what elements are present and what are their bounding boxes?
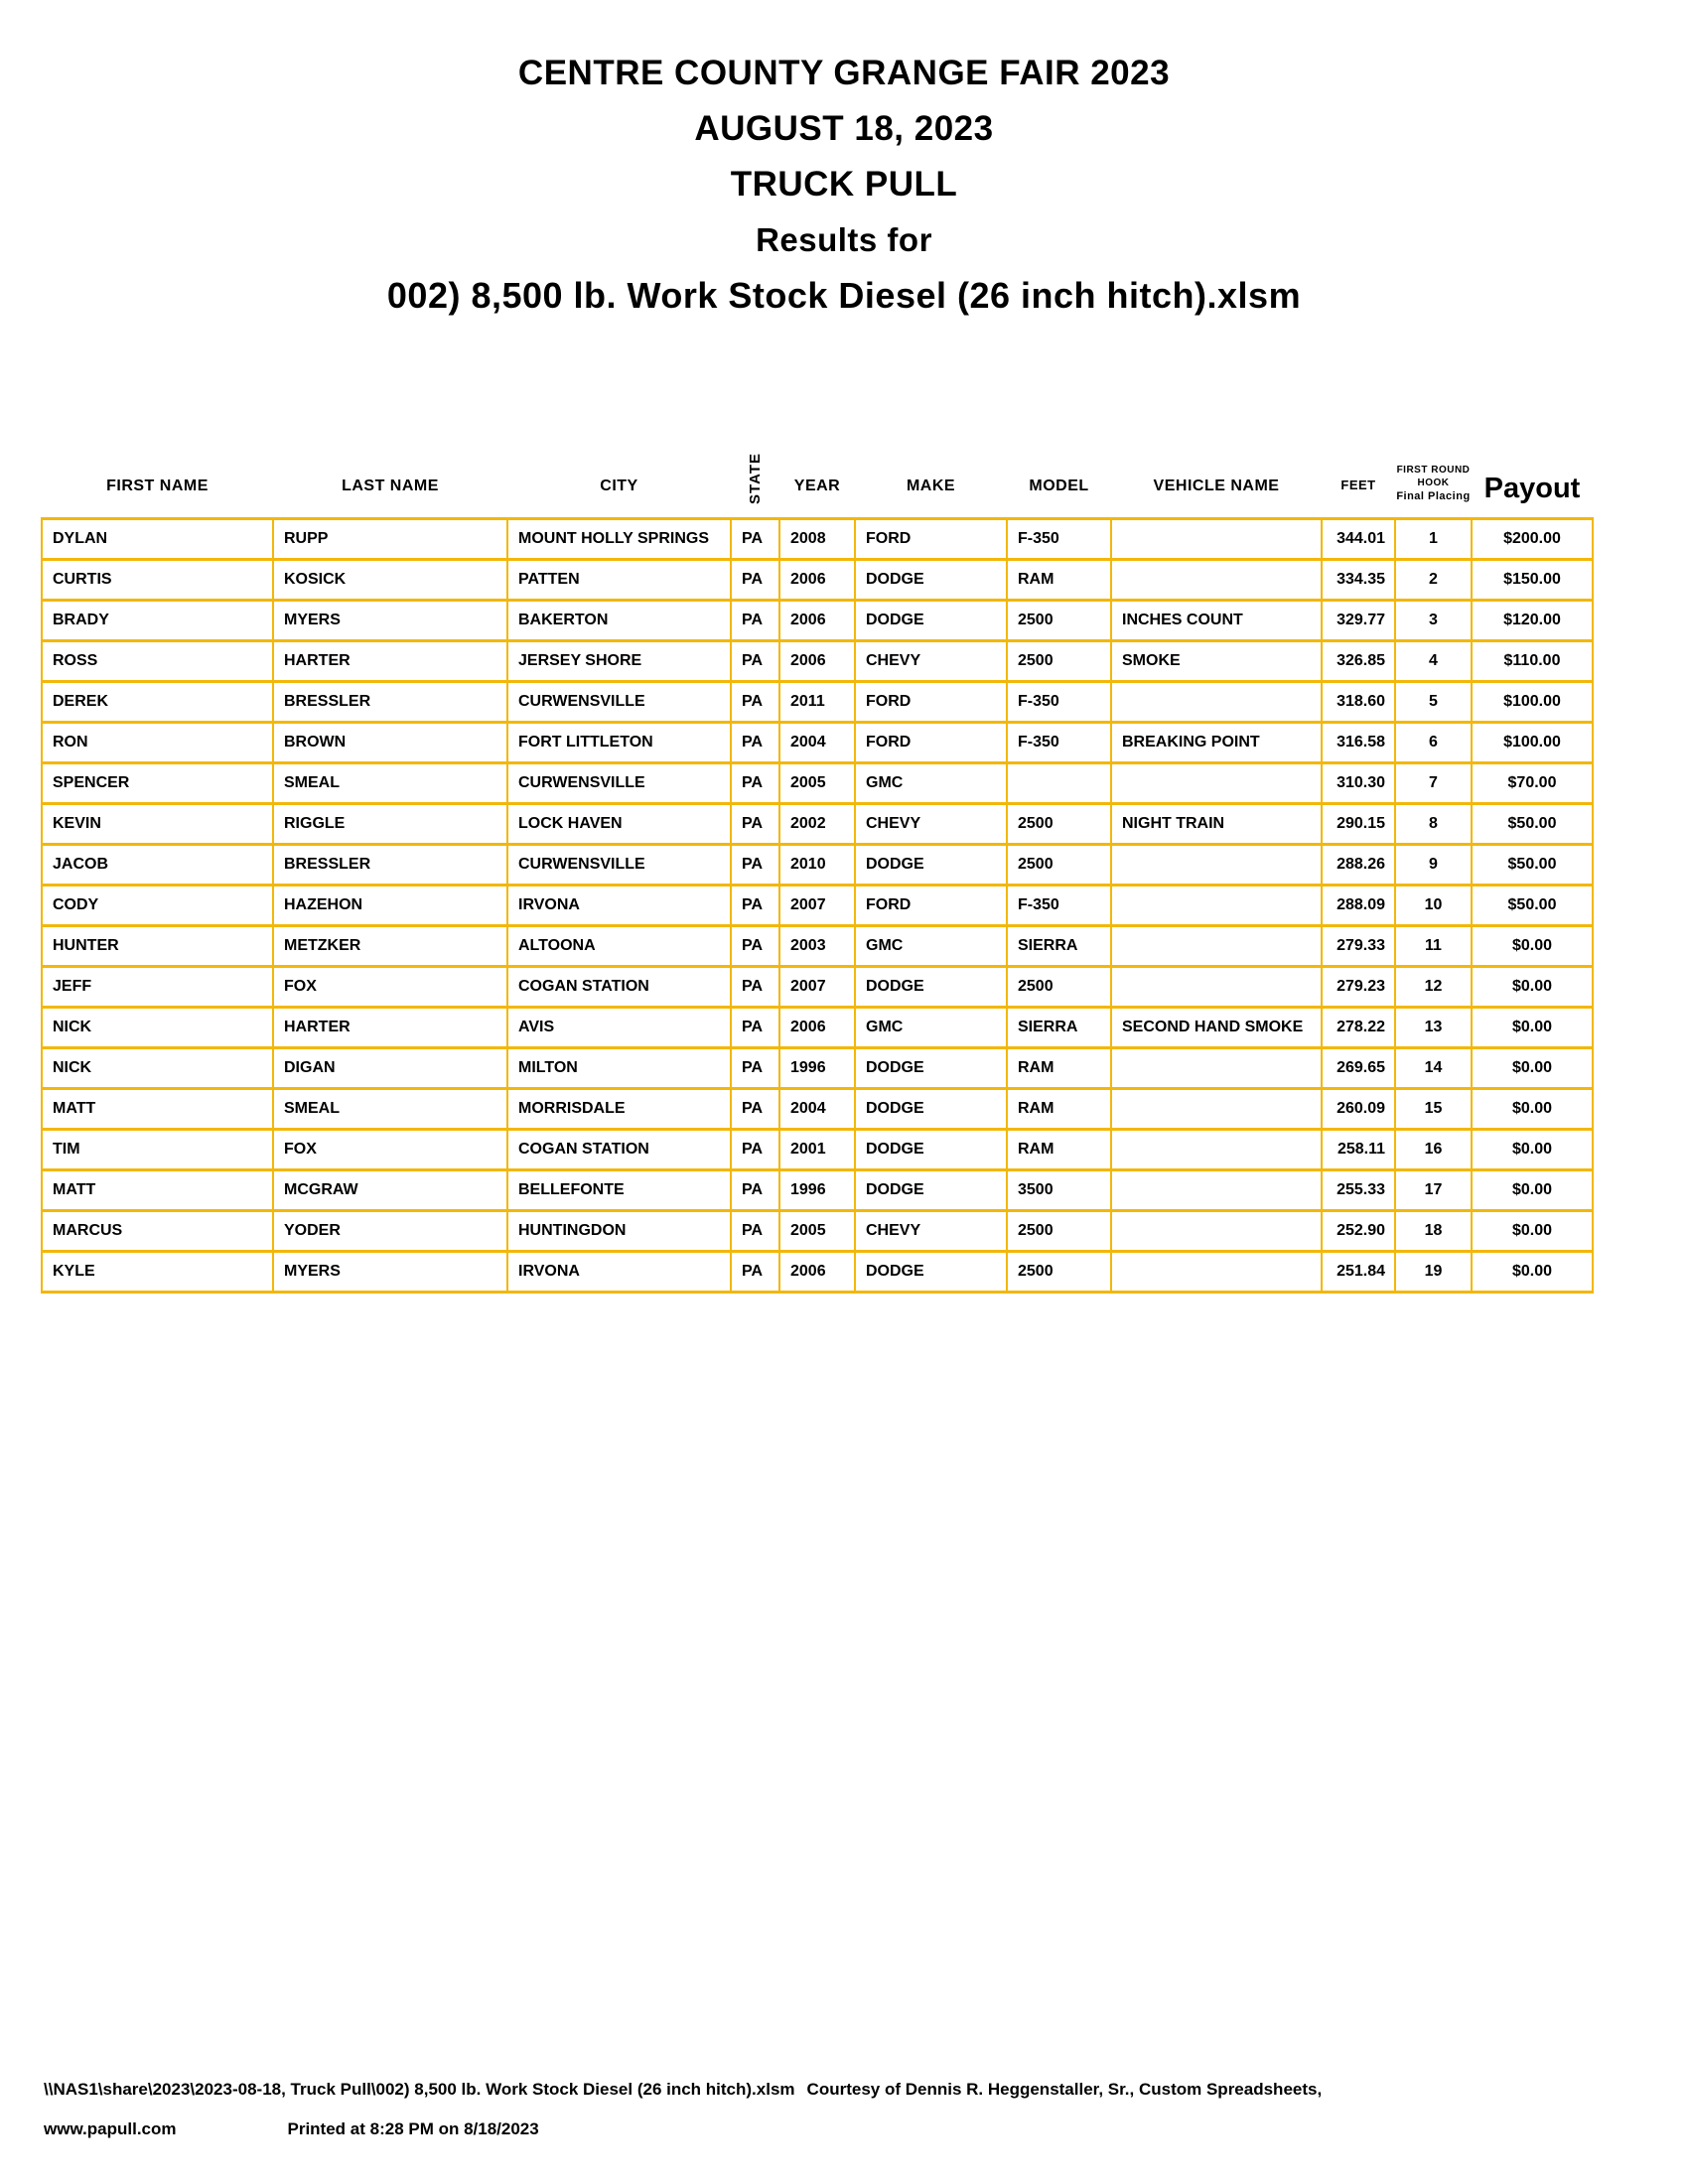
table-cell: DODGE: [855, 559, 1007, 600]
table-cell: PA: [731, 1088, 779, 1129]
table-cell: [1111, 559, 1322, 600]
table-row: [42, 559, 1593, 600]
table-cell: CHEVY: [855, 803, 1007, 844]
table-row: [42, 1251, 1593, 1292]
table-cell: 2001: [779, 1129, 855, 1169]
table-cell: DODGE: [855, 1088, 1007, 1129]
table-cell: YODER: [273, 1210, 507, 1251]
table-cell: 279.33: [1322, 925, 1395, 966]
table-cell: CURWENSVILLE: [507, 681, 731, 722]
table-row: [42, 762, 1593, 803]
table-cell: $0.00: [1472, 1088, 1593, 1129]
table-cell: 3500: [1007, 1169, 1111, 1210]
results-table-body: [42, 518, 1593, 1292]
footer-path-line: [44, 2077, 1652, 2102]
col-header-first-name: FIRST NAME: [106, 477, 209, 494]
table-cell: MYERS: [273, 1251, 507, 1292]
table-cell: 310.30: [1322, 762, 1395, 803]
table-cell: [1111, 844, 1322, 885]
table-cell: METZKER: [273, 925, 507, 966]
table-cell: [1111, 1088, 1322, 1129]
results-table-wrap: [41, 415, 1592, 1294]
table-cell: BAKERTON: [507, 600, 731, 640]
table-cell: 9: [1395, 844, 1472, 885]
table-cell: $0.00: [1472, 1047, 1593, 1088]
table-cell: 278.22: [1322, 1007, 1395, 1047]
table-cell: 11: [1395, 925, 1472, 966]
table-cell: 2006: [779, 1251, 855, 1292]
col-header-year: YEAR: [793, 477, 841, 494]
table-cell: DIGAN: [273, 1047, 507, 1088]
table-cell: BROWN: [273, 722, 507, 762]
table-row: [42, 600, 1593, 640]
table-cell: PA: [731, 559, 779, 600]
table-cell: $0.00: [1472, 1210, 1593, 1251]
table-cell: FOX: [273, 1129, 507, 1169]
footer-courtesy: Courtesy of Dennis R. Heggenstaller, Sr., Custom Spreadsheets,: [806, 2080, 1323, 2099]
table-cell: CURTIS: [42, 559, 273, 600]
table-cell: $120.00: [1472, 600, 1593, 640]
table-cell: DODGE: [855, 844, 1007, 885]
table-cell: JACOB: [42, 844, 273, 885]
table-row: [42, 925, 1593, 966]
table-cell: JERSEY SHORE: [507, 640, 731, 681]
table-cell: F-350: [1007, 885, 1111, 925]
table-cell: [1111, 925, 1322, 966]
table-cell: 19: [1395, 1251, 1472, 1292]
table-row: [42, 844, 1593, 885]
table-cell: 4: [1395, 640, 1472, 681]
table-cell: 290.15: [1322, 803, 1395, 844]
table-cell: RAM: [1007, 1088, 1111, 1129]
table-cell: $150.00: [1472, 559, 1593, 600]
table-cell: SECOND HAND SMOKE: [1111, 1007, 1322, 1047]
table-cell: RON: [42, 722, 273, 762]
table-cell: IRVONA: [507, 885, 731, 925]
table-cell: FORD: [855, 722, 1007, 762]
table-cell: SMOKE: [1111, 640, 1322, 681]
table-cell: PA: [731, 762, 779, 803]
table-cell: $100.00: [1472, 722, 1593, 762]
table-cell: NIGHT TRAIN: [1111, 803, 1322, 844]
table-cell: 2: [1395, 559, 1472, 600]
event-type: TRUCK PULL: [730, 165, 958, 204]
table-cell: DODGE: [855, 1251, 1007, 1292]
table-cell: 258.11: [1322, 1129, 1395, 1169]
col-header-vehicle-name: VEHICLE NAME: [1153, 477, 1280, 494]
table-cell: 251.84: [1322, 1251, 1395, 1292]
table-cell: FORD: [855, 518, 1007, 559]
table-cell: 2004: [779, 1088, 855, 1129]
table-cell: $70.00: [1472, 762, 1593, 803]
table-cell: [1111, 681, 1322, 722]
table-cell: [1111, 762, 1322, 803]
table-cell: 14: [1395, 1047, 1472, 1088]
table-cell: 2500: [1007, 844, 1111, 885]
table-cell: MOUNT HOLLY SPRINGS: [507, 518, 731, 559]
table-cell: CURWENSVILLE: [507, 844, 731, 885]
footer-file-path: \\NAS1\share\2023\2023-08-18, Truck Pull\002) 8,500 lb. Work Stock Diesel (26 inch hitch).xlsm: [44, 2080, 795, 2099]
table-cell: 1996: [779, 1047, 855, 1088]
table-cell: 2011: [779, 681, 855, 722]
table-cell: [1007, 762, 1111, 803]
table-row: [42, 1210, 1593, 1251]
table-cell: [1111, 1169, 1322, 1210]
table-cell: MARCUS: [42, 1210, 273, 1251]
table-cell: 326.85: [1322, 640, 1395, 681]
table-cell: 2005: [779, 762, 855, 803]
table-cell: 2500: [1007, 1251, 1111, 1292]
table-cell: PA: [731, 1251, 779, 1292]
table-cell: 288.26: [1322, 844, 1395, 885]
table-cell: BREAKING POINT: [1111, 722, 1322, 762]
footer-printed-line: [44, 2116, 1652, 2141]
hook-header-line3: Final Placing: [1396, 489, 1471, 502]
table-cell: PA: [731, 1169, 779, 1210]
table-row: [42, 1047, 1593, 1088]
table-row: [42, 966, 1593, 1007]
table-cell: 329.77: [1322, 600, 1395, 640]
table-row: [42, 803, 1593, 844]
table-cell: PA: [731, 640, 779, 681]
state-vertical-label: STATE: [747, 452, 764, 504]
hook-header-line2: HOOK: [1417, 477, 1450, 488]
table-cell: SIERRA: [1007, 925, 1111, 966]
table-row: [42, 681, 1593, 722]
table-cell: HAZEHON: [273, 885, 507, 925]
table-cell: MATT: [42, 1169, 273, 1210]
table-cell: PA: [731, 925, 779, 966]
table-cell: MATT: [42, 1088, 273, 1129]
results-for-label: Results for: [756, 221, 932, 258]
table-cell: 2006: [779, 600, 855, 640]
table-cell: DODGE: [855, 600, 1007, 640]
class-filename: 002) 8,500 lb. Work Stock Diesel (26 inch hitch).xlsm: [386, 275, 1302, 316]
table-cell: INCHES COUNT: [1111, 600, 1322, 640]
table-cell: $200.00: [1472, 518, 1593, 559]
table-cell: DODGE: [855, 966, 1007, 1007]
table-row: [42, 1007, 1593, 1047]
table-cell: GMC: [855, 925, 1007, 966]
table-cell: PA: [731, 1047, 779, 1088]
table-cell: BRADY: [42, 600, 273, 640]
table-cell: 12: [1395, 966, 1472, 1007]
table-cell: DODGE: [855, 1129, 1007, 1169]
table-cell: CHEVY: [855, 640, 1007, 681]
table-row: [42, 885, 1593, 925]
table-cell: AVIS: [507, 1007, 731, 1047]
table-cell: HUNTER: [42, 925, 273, 966]
table-row: [42, 1129, 1593, 1169]
footer-printed-timestamp: Printed at 8:28 PM on 8/18/2023: [287, 2119, 539, 2138]
table-cell: RIGGLE: [273, 803, 507, 844]
table-cell: GMC: [855, 762, 1007, 803]
table-cell: 7: [1395, 762, 1472, 803]
table-cell: FORD: [855, 885, 1007, 925]
table-cell: DEREK: [42, 681, 273, 722]
event-title: CENTRE COUNTY GRANGE FAIR 2023: [517, 54, 1171, 92]
table-cell: HUNTINGDON: [507, 1210, 731, 1251]
table-cell: 288.09: [1322, 885, 1395, 925]
table-cell: SMEAL: [273, 1088, 507, 1129]
footer-website: www.papull.com: [44, 2119, 177, 2138]
table-cell: NICK: [42, 1007, 273, 1047]
table-cell: 5: [1395, 681, 1472, 722]
col-header-payout: Payout: [1483, 472, 1581, 504]
table-cell: PA: [731, 722, 779, 762]
table-cell: [1111, 885, 1322, 925]
table-cell: COGAN STATION: [507, 1129, 731, 1169]
col-header-make: MAKE: [906, 477, 956, 494]
table-cell: 13: [1395, 1007, 1472, 1047]
table-cell: SMEAL: [273, 762, 507, 803]
table-cell: 318.60: [1322, 681, 1395, 722]
table-cell: F-350: [1007, 722, 1111, 762]
table-cell: 344.01: [1322, 518, 1395, 559]
table-cell: 6: [1395, 722, 1472, 762]
table-cell: F-350: [1007, 681, 1111, 722]
table-cell: GMC: [855, 1007, 1007, 1047]
table-cell: PA: [731, 518, 779, 559]
table-cell: 269.65: [1322, 1047, 1395, 1088]
table-cell: F-350: [1007, 518, 1111, 559]
col-header-city: CITY: [600, 477, 638, 494]
table-cell: 1: [1395, 518, 1472, 559]
table-cell: PA: [731, 1210, 779, 1251]
table-cell: 255.33: [1322, 1169, 1395, 1210]
table-cell: [1111, 1047, 1322, 1088]
table-cell: $50.00: [1472, 844, 1593, 885]
table-cell: SPENCER: [42, 762, 273, 803]
table-cell: 260.09: [1322, 1088, 1395, 1129]
table-cell: $0.00: [1472, 1169, 1593, 1210]
table-cell: 2006: [779, 559, 855, 600]
table-cell: DYLAN: [42, 518, 273, 559]
table-cell: RAM: [1007, 1047, 1111, 1088]
table-cell: $100.00: [1472, 681, 1593, 722]
results-table: [41, 415, 1594, 1294]
document-footer: [44, 2077, 1652, 2141]
table-cell: TIM: [42, 1129, 273, 1169]
table-cell: 252.90: [1322, 1210, 1395, 1251]
table-cell: 334.35: [1322, 559, 1395, 600]
table-cell: JEFF: [42, 966, 273, 1007]
table-cell: 279.23: [1322, 966, 1395, 1007]
table-cell: RUPP: [273, 518, 507, 559]
table-cell: 2005: [779, 1210, 855, 1251]
table-cell: [1111, 1251, 1322, 1292]
table-cell: KOSICK: [273, 559, 507, 600]
table-cell: ROSS: [42, 640, 273, 681]
table-cell: 2004: [779, 722, 855, 762]
table-cell: SIERRA: [1007, 1007, 1111, 1047]
table-cell: $0.00: [1472, 966, 1593, 1007]
document-header: [0, 46, 1688, 324]
table-cell: 2003: [779, 925, 855, 966]
table-cell: LOCK HAVEN: [507, 803, 731, 844]
table-row: [42, 722, 1593, 762]
table-cell: 17: [1395, 1169, 1472, 1210]
table-cell: COGAN STATION: [507, 966, 731, 1007]
table-cell: [1111, 518, 1322, 559]
table-cell: MYERS: [273, 600, 507, 640]
table-cell: MILTON: [507, 1047, 731, 1088]
table-cell: $0.00: [1472, 1129, 1593, 1169]
hook-header-line1: FIRST ROUND: [1396, 464, 1471, 476]
table-cell: 2006: [779, 1007, 855, 1047]
table-row: [42, 1169, 1593, 1210]
table-cell: $0.00: [1472, 925, 1593, 966]
table-row: [42, 1088, 1593, 1129]
table-cell: PA: [731, 803, 779, 844]
table-cell: PA: [731, 1007, 779, 1047]
table-cell: CODY: [42, 885, 273, 925]
col-header-model: MODEL: [1029, 477, 1089, 494]
table-cell: CURWENSVILLE: [507, 762, 731, 803]
table-cell: 2500: [1007, 1210, 1111, 1251]
table-cell: 18: [1395, 1210, 1472, 1251]
event-date: AUGUST 18, 2023: [694, 109, 994, 148]
table-cell: $50.00: [1472, 885, 1593, 925]
table-cell: BELLEFONTE: [507, 1169, 731, 1210]
table-cell: RAM: [1007, 1129, 1111, 1169]
table-cell: MCGRAW: [273, 1169, 507, 1210]
table-cell: KEVIN: [42, 803, 273, 844]
col-header-last-name: LAST NAME: [342, 477, 439, 494]
table-cell: ALTOONA: [507, 925, 731, 966]
table-cell: [1111, 1210, 1322, 1251]
table-cell: PA: [731, 600, 779, 640]
table-cell: 1996: [779, 1169, 855, 1210]
table-cell: 2500: [1007, 640, 1111, 681]
table-cell: MORRISDALE: [507, 1088, 731, 1129]
table-cell: DODGE: [855, 1047, 1007, 1088]
table-row: [42, 518, 1593, 559]
table-cell: 15: [1395, 1088, 1472, 1129]
table-cell: $0.00: [1472, 1007, 1593, 1047]
col-header-feet: FEET: [1340, 477, 1376, 492]
table-cell: FORT LITTLETON: [507, 722, 731, 762]
table-cell: FOX: [273, 966, 507, 1007]
table-cell: 8: [1395, 803, 1472, 844]
table-cell: $0.00: [1472, 1251, 1593, 1292]
table-cell: DODGE: [855, 1169, 1007, 1210]
table-cell: 2500: [1007, 600, 1111, 640]
table-cell: PA: [731, 885, 779, 925]
table-row: [42, 640, 1593, 681]
header-row: [42, 415, 1593, 518]
table-cell: CHEVY: [855, 1210, 1007, 1251]
table-cell: KYLE: [42, 1251, 273, 1292]
table-cell: 2500: [1007, 966, 1111, 1007]
table-cell: 2006: [779, 640, 855, 681]
table-cell: PA: [731, 844, 779, 885]
table-cell: $110.00: [1472, 640, 1593, 681]
table-cell: PA: [731, 681, 779, 722]
table-cell: HARTER: [273, 640, 507, 681]
table-cell: 2007: [779, 885, 855, 925]
table-cell: HARTER: [273, 1007, 507, 1047]
table-cell: PATTEN: [507, 559, 731, 600]
table-cell: IRVONA: [507, 1251, 731, 1292]
table-cell: 2008: [779, 518, 855, 559]
table-cell: PA: [731, 1129, 779, 1169]
col-header-state: [731, 415, 779, 518]
table-cell: 10: [1395, 885, 1472, 925]
table-cell: 2010: [779, 844, 855, 885]
table-cell: 3: [1395, 600, 1472, 640]
table-cell: 316.58: [1322, 722, 1395, 762]
table-cell: BRESSLER: [273, 844, 507, 885]
table-cell: 2007: [779, 966, 855, 1007]
table-cell: NICK: [42, 1047, 273, 1088]
table-cell: FORD: [855, 681, 1007, 722]
col-header-hook: [1395, 415, 1472, 518]
table-cell: 16: [1395, 1129, 1472, 1169]
table-cell: [1111, 1129, 1322, 1169]
table-cell: PA: [731, 966, 779, 1007]
table-cell: $50.00: [1472, 803, 1593, 844]
table-cell: 2500: [1007, 803, 1111, 844]
table-cell: 2002: [779, 803, 855, 844]
table-cell: BRESSLER: [273, 681, 507, 722]
table-cell: RAM: [1007, 559, 1111, 600]
table-cell: [1111, 966, 1322, 1007]
